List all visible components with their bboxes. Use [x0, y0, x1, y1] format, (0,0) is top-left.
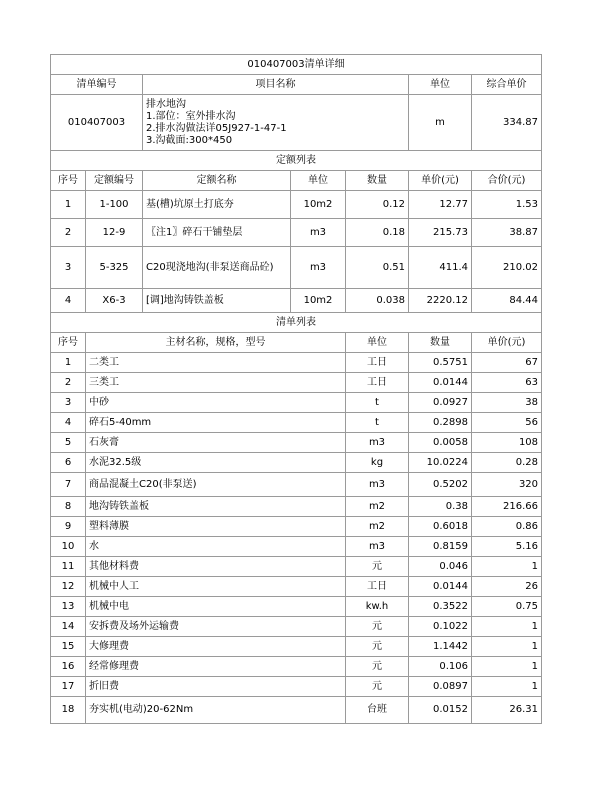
material-index: 13: [51, 597, 86, 617]
quota-header-row: [51, 171, 542, 191]
material-index: 12: [51, 577, 86, 597]
material-unit: 元: [346, 617, 409, 637]
quota-total: 84.44: [472, 289, 542, 313]
quota-unit-price: 215.73: [409, 219, 472, 247]
bill-price: 334.87: [472, 95, 542, 151]
bill-header-row: [51, 75, 542, 95]
materials-col-header: 数量: [409, 333, 472, 353]
material-unit-price: 56: [472, 413, 542, 433]
material-unit: 元: [346, 657, 409, 677]
material-unit-price: 26: [472, 577, 542, 597]
material-unit: t: [346, 393, 409, 413]
material-index: 1: [51, 353, 86, 373]
material-unit: m3: [346, 473, 409, 497]
quota-total: 1.53: [472, 191, 542, 219]
quota-name: [调]地沟铸铁盖板: [143, 289, 291, 313]
material-name: 机械中电: [86, 597, 346, 617]
material-index: 11: [51, 557, 86, 577]
material-qty: 0.0152: [409, 697, 472, 724]
material-name: 塑料薄膜: [86, 517, 346, 537]
table-title: 010407003清单详细: [51, 55, 542, 75]
material-unit: m2: [346, 497, 409, 517]
quota-name: 〖注1〗碎石干铺垫层: [143, 219, 291, 247]
quota-index: 3: [51, 247, 86, 289]
bill-name-line: 排水地沟: [146, 98, 186, 110]
material-unit-price: 26.31: [472, 697, 542, 724]
bill-name-line: 2.排水沟做法详05J927-1-47-1: [146, 122, 287, 134]
materials-col-header: 序号: [51, 333, 86, 353]
material-name: 安拆费及场外运输费: [86, 617, 346, 637]
material-index: 15: [51, 637, 86, 657]
quota-name: 基(槽)坑原土打底夯: [143, 191, 291, 219]
material-unit-price: 1: [472, 637, 542, 657]
material-name: 折旧费: [86, 677, 346, 697]
material-row: [51, 697, 542, 724]
quota-index: 1: [51, 191, 86, 219]
materials-section-row: [51, 313, 542, 333]
material-index: 5: [51, 433, 86, 453]
material-unit-price: 0.28: [472, 453, 542, 473]
material-unit-price: 1: [472, 557, 542, 577]
bill-name-line: 3.沟截面:300*450: [146, 134, 233, 146]
materials-section-title: 清单列表: [51, 313, 542, 333]
materials-col-header: 单位: [346, 333, 409, 353]
quota-col-header: 数量: [346, 171, 409, 191]
material-qty: 0.0058: [409, 433, 472, 453]
material-unit-price: 67: [472, 353, 542, 373]
material-row: [51, 577, 542, 597]
material-unit-price: 0.86: [472, 517, 542, 537]
bill-detail-table: [50, 54, 542, 724]
material-row: [51, 637, 542, 657]
material-qty: 10.0224: [409, 453, 472, 473]
material-index: 6: [51, 453, 86, 473]
quota-unit-price: 12.77: [409, 191, 472, 219]
material-qty: 1.1442: [409, 637, 472, 657]
material-unit-price: 320: [472, 473, 542, 497]
quota-index: 4: [51, 289, 86, 313]
material-row: [51, 597, 542, 617]
quota-code: 12-9: [86, 219, 143, 247]
material-unit-price: 1: [472, 617, 542, 637]
material-name: 其他材料费: [86, 557, 346, 577]
material-unit-price: 38: [472, 393, 542, 413]
material-unit: 元: [346, 637, 409, 657]
material-qty: 0.0927: [409, 393, 472, 413]
material-qty: 0.5751: [409, 353, 472, 373]
quota-col-header: 单价(元): [409, 171, 472, 191]
material-name: 碎石5-40mm: [86, 413, 346, 433]
quota-unit: 10m2: [291, 289, 346, 313]
material-qty: 0.0144: [409, 577, 472, 597]
material-name: 石灰膏: [86, 433, 346, 453]
quota-code: 1-100: [86, 191, 143, 219]
material-row: [51, 393, 542, 413]
material-unit-price: 0.75: [472, 597, 542, 617]
quota-col-header: 定额编号: [86, 171, 143, 191]
quota-section-title: 定额列表: [51, 151, 542, 171]
material-qty: 0.046: [409, 557, 472, 577]
quota-index: 2: [51, 219, 86, 247]
quota-qty: 0.038: [346, 289, 409, 313]
material-row: [51, 557, 542, 577]
quota-qty: 0.12: [346, 191, 409, 219]
material-index: 16: [51, 657, 86, 677]
material-unit-price: 216.66: [472, 497, 542, 517]
material-name: 二类工: [86, 353, 346, 373]
bill-code-header: 清单编号: [51, 75, 143, 95]
quota-code: 5-325: [86, 247, 143, 289]
material-unit: t: [346, 413, 409, 433]
material-unit: 台班: [346, 697, 409, 724]
material-unit: kw.h: [346, 597, 409, 617]
material-name: 经常修理费: [86, 657, 346, 677]
material-name: 中砂: [86, 393, 346, 413]
material-unit: 工日: [346, 577, 409, 597]
material-row: [51, 433, 542, 453]
material-qty: 0.8159: [409, 537, 472, 557]
material-qty: 0.1022: [409, 617, 472, 637]
material-name: 机械中人工: [86, 577, 346, 597]
material-unit-price: 5.16: [472, 537, 542, 557]
quota-row: [51, 247, 542, 289]
bill-row: [51, 95, 542, 151]
quota-unit-price: 2220.12: [409, 289, 472, 313]
quota-section-row: [51, 151, 542, 171]
material-index: 18: [51, 697, 86, 724]
material-row: [51, 453, 542, 473]
material-index: 3: [51, 393, 86, 413]
material-unit: kg: [346, 453, 409, 473]
quota-code: X6-3: [86, 289, 143, 313]
quota-total: 210.02: [472, 247, 542, 289]
material-row: [51, 537, 542, 557]
quota-row: [51, 289, 542, 313]
material-qty: 0.6018: [409, 517, 472, 537]
bill-name: [143, 95, 409, 151]
bill-unit: m: [409, 95, 472, 151]
quota-col-header: 定额名称: [143, 171, 291, 191]
material-name: 商品混凝土C20(非泵送): [86, 473, 346, 497]
material-row: [51, 497, 542, 517]
material-unit-price: 63: [472, 373, 542, 393]
bill-name-line: 1.部位：室外排水沟: [146, 110, 236, 122]
material-index: 2: [51, 373, 86, 393]
material-qty: 0.0144: [409, 373, 472, 393]
bill-unit-header: 单位: [409, 75, 472, 95]
material-unit: 元: [346, 557, 409, 577]
quota-unit: m3: [291, 247, 346, 289]
material-qty: 0.38: [409, 497, 472, 517]
materials-col-header: 单价(元): [472, 333, 542, 353]
bill-code: 010407003: [51, 95, 143, 151]
material-row: [51, 473, 542, 497]
material-name: 水: [86, 537, 346, 557]
material-row: [51, 657, 542, 677]
material-name: 地沟铸铁盖板: [86, 497, 346, 517]
material-unit: m2: [346, 517, 409, 537]
quota-row: [51, 191, 542, 219]
material-unit: 工日: [346, 373, 409, 393]
material-unit: 元: [346, 677, 409, 697]
material-row: [51, 413, 542, 433]
quota-total: 38.87: [472, 219, 542, 247]
bill-name-header: 项目名称: [143, 75, 409, 95]
material-unit-price: 1: [472, 677, 542, 697]
quota-col-header: 单位: [291, 171, 346, 191]
material-index: 14: [51, 617, 86, 637]
material-name: 三类工: [86, 373, 346, 393]
material-index: 10: [51, 537, 86, 557]
materials-col-header: 主材名称，规格，型号: [86, 333, 346, 353]
quota-unit: 10m2: [291, 191, 346, 219]
material-qty: 0.2898: [409, 413, 472, 433]
quota-col-header: 合价(元): [472, 171, 542, 191]
quota-qty: 0.18: [346, 219, 409, 247]
material-unit: 工日: [346, 353, 409, 373]
material-qty: 0.5202: [409, 473, 472, 497]
bill-price-header: 综合单价: [472, 75, 542, 95]
material-name: 水泥32.5级: [86, 453, 346, 473]
quota-unit: m3: [291, 219, 346, 247]
quota-unit-price: 411.4: [409, 247, 472, 289]
material-unit-price: 108: [472, 433, 542, 453]
material-row: [51, 517, 542, 537]
material-unit: m3: [346, 433, 409, 453]
material-unit: m3: [346, 537, 409, 557]
material-name: 夯实机(电动)20-62Nm: [86, 697, 346, 724]
quota-row: [51, 219, 542, 247]
material-row: [51, 373, 542, 393]
material-unit-price: 1: [472, 657, 542, 677]
material-row: [51, 353, 542, 373]
title-row: [51, 55, 542, 75]
material-index: 8: [51, 497, 86, 517]
material-row: [51, 677, 542, 697]
material-name: 大修理费: [86, 637, 346, 657]
material-index: 7: [51, 473, 86, 497]
material-row: [51, 617, 542, 637]
material-qty: 0.3522: [409, 597, 472, 617]
quota-qty: 0.51: [346, 247, 409, 289]
quota-col-header: 序号: [51, 171, 86, 191]
material-index: 4: [51, 413, 86, 433]
material-qty: 0.106: [409, 657, 472, 677]
materials-header-row: [51, 333, 542, 353]
material-index: 9: [51, 517, 86, 537]
material-index: 17: [51, 677, 86, 697]
material-qty: 0.0897: [409, 677, 472, 697]
quota-name: C20现浇地沟(非泵送商品砼): [143, 247, 291, 289]
